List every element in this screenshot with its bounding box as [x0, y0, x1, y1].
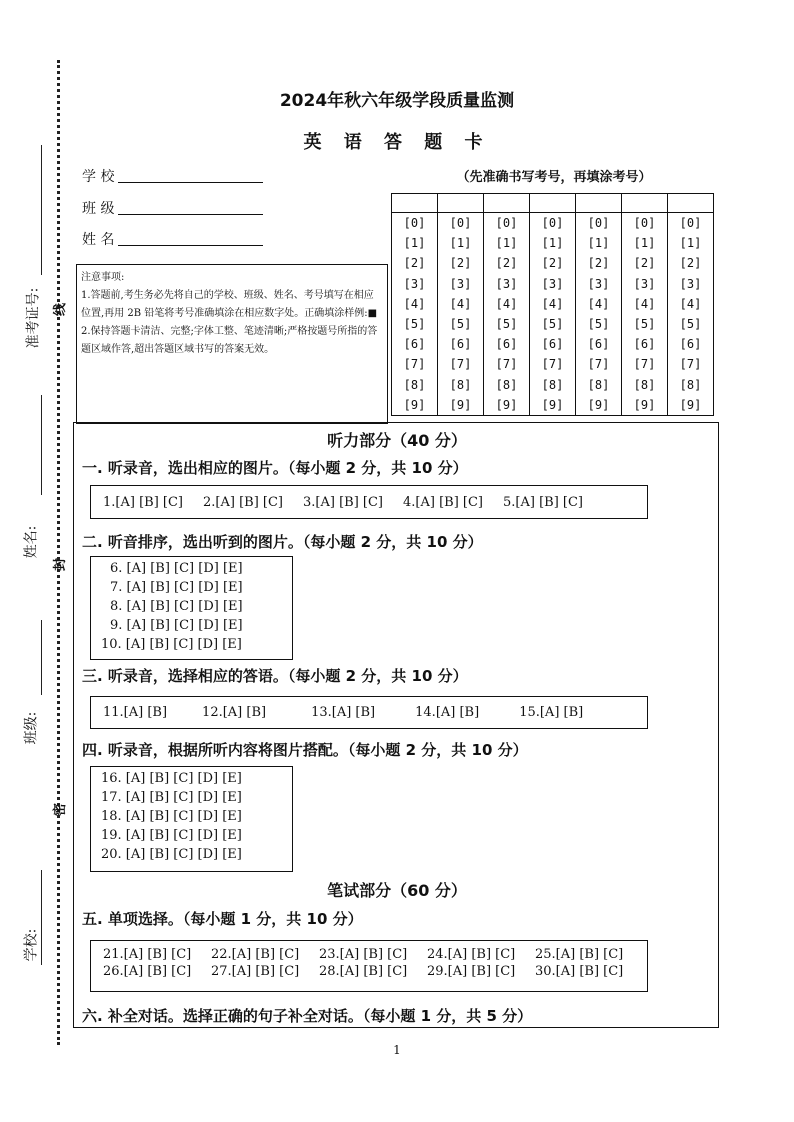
exam-digit-bubble[interactable]: [6]: [622, 334, 668, 354]
q5-item-22[interactable]: 22.[A] [B] [C]: [211, 947, 300, 962]
field-name-line[interactable]: [118, 231, 263, 246]
exam-digit-bubble[interactable]: [1]: [438, 233, 484, 253]
exam-digit-row: [392, 274, 714, 294]
exam-digit-row: [392, 233, 714, 253]
exam-digit-bubble[interactable]: [2]: [530, 253, 576, 273]
exam-digit-bubble[interactable]: [8]: [438, 375, 484, 395]
page-title: 2024年秋六年级学段质量监测: [279, 91, 515, 111]
q5-item-26[interactable]: 26.[A] [B] [C]: [103, 964, 192, 979]
exam-digit-bubble[interactable]: [5]: [622, 314, 668, 334]
notice-box: [76, 264, 388, 424]
exam-digit-bubble[interactable]: [2]: [576, 253, 622, 273]
exam-digit-bubble[interactable]: [6]: [484, 334, 530, 354]
exam-digit-bubble[interactable]: [8]: [484, 375, 530, 395]
q1-item-5[interactable]: 5.[A] [B] [C]: [503, 494, 583, 510]
exam-digit-bubble[interactable]: [6]: [438, 334, 484, 354]
exam-digit-row: [392, 294, 714, 314]
q2-item-10[interactable]: 10. [A] [B] [C] [D] [E]: [101, 637, 242, 652]
exam-digit-bubble[interactable]: [4]: [484, 294, 530, 314]
exam-digit-row: [392, 395, 714, 416]
exam-digit-row: [392, 334, 714, 354]
page-subtitle: 英 语 答 题 卡: [303, 132, 491, 153]
q2-item-9[interactable]: 9. [A] [B] [C] [D] [E]: [110, 618, 243, 633]
field-class-label: 班 级: [82, 201, 115, 217]
exam-digit-bubble[interactable]: [6]: [668, 334, 714, 354]
q6-title: 六. 补全对话。选择正确的句子补全对话。（每小题 1 分，共 5 分）: [82, 1007, 533, 1025]
q5-item-29[interactable]: 29.[A] [B] [C]: [427, 964, 516, 979]
q5-item-23[interactable]: 23.[A] [B] [C]: [319, 947, 408, 962]
field-name-label: 姓 名: [82, 232, 115, 248]
seal-char-secret: 密: [53, 802, 69, 817]
exam-digit-bubble[interactable]: [4]: [392, 294, 438, 314]
exam-digit-bubble[interactable]: [1]: [576, 233, 622, 253]
q4-title: 四. 听录音，根据所听内容将图片搭配。（每小题 2 分，共 10 分）: [82, 741, 528, 759]
field-school-label: 学 校: [82, 169, 115, 185]
exam-number-write-cell[interactable]: [668, 194, 714, 213]
q5-item-30[interactable]: 30.[A] [B] [C]: [535, 964, 624, 979]
exam-digit-bubble[interactable]: [7]: [622, 354, 668, 374]
exam-digit-row: [392, 213, 714, 234]
exam-digit-bubble[interactable]: [2]: [438, 253, 484, 273]
seal-char-line: 线: [53, 302, 69, 317]
exam-digit-bubble[interactable]: [6]: [576, 334, 622, 354]
exam-digit-bubble[interactable]: [0]: [438, 213, 484, 234]
exam-digit-bubble[interactable]: [4]: [576, 294, 622, 314]
exam-digit-bubble[interactable]: [0]: [392, 213, 438, 234]
exam-digit-bubble[interactable]: [3]: [576, 274, 622, 294]
exam-digit-row: [392, 354, 714, 374]
exam-digit-bubble[interactable]: [7]: [392, 354, 438, 374]
exam-number-write-cell[interactable]: [392, 194, 438, 213]
q5-row-2: [103, 964, 647, 979]
q3-item-12[interactable]: 12.[A] [B]: [202, 705, 267, 720]
notice-line-1: 1.答题前,考生务必先将自己的学校、班级、姓名、考号填写在相应位置,再用 2B 铅笔将考号准确填涂在相应数字处。正确填涂样例:■: [81, 290, 378, 319]
exam-digit-bubble[interactable]: [8]: [530, 375, 576, 395]
q2-title: 二. 听音排序，选出听到的图片。（每小题 2 分，共 10 分）: [82, 533, 483, 551]
exam-digit-bubble[interactable]: [9]: [484, 395, 530, 416]
writing-heading: 笔试部分（60 分）: [327, 881, 467, 900]
listening-heading: 听力部分（40 分）: [327, 431, 467, 450]
exam-digit-bubble[interactable]: [1]: [530, 233, 576, 253]
exam-digit-bubble[interactable]: [0]: [576, 213, 622, 234]
exam-digit-bubble[interactable]: [3]: [392, 274, 438, 294]
q4-item-16[interactable]: 16. [A] [B] [C] [D] [E]: [101, 771, 242, 786]
q3-item-14[interactable]: 14.[A] [B]: [415, 705, 480, 720]
q2-item-6[interactable]: 6. [A] [B] [C] [D] [E]: [110, 561, 243, 576]
exam-digit-bubble[interactable]: [9]: [438, 395, 484, 416]
q5-title: 五. 单项选择。（每小题 1 分，共 10 分）: [82, 910, 363, 928]
exam-digit-bubble[interactable]: [6]: [392, 334, 438, 354]
exam-digit-bubble[interactable]: [4]: [530, 294, 576, 314]
exam-digit-bubble[interactable]: [9]: [576, 395, 622, 416]
exam-digit-bubble[interactable]: [8]: [622, 375, 668, 395]
q1-item-1[interactable]: 1.[A] [B] [C]: [103, 494, 183, 510]
q4-item-17[interactable]: 17. [A] [B] [C] [D] [E]: [101, 790, 242, 805]
exam-number-write-cell[interactable]: [530, 194, 576, 213]
exam-digit-bubble[interactable]: [0]: [668, 213, 714, 234]
q1-title: 一. 听录音，选出相应的图片。（每小题 2 分，共 10 分）: [82, 459, 468, 477]
exam-digit-bubble[interactable]: [2]: [622, 253, 668, 273]
exam-digit-bubble[interactable]: [5]: [668, 314, 714, 334]
exam-digit-bubble[interactable]: [1]: [484, 233, 530, 253]
exam-digit-bubble[interactable]: [7]: [438, 354, 484, 374]
exam-digit-bubble[interactable]: [3]: [668, 274, 714, 294]
exam-digit-bubble[interactable]: [2]: [392, 253, 438, 273]
exam-digit-bubble[interactable]: [8]: [668, 375, 714, 395]
exam-digit-bubble[interactable]: [3]: [530, 274, 576, 294]
binding-label-exam-no: 准考证号:: [25, 287, 42, 349]
exam-digit-bubble[interactable]: [6]: [530, 334, 576, 354]
field-school-line[interactable]: [118, 168, 263, 183]
q1-item-2[interactable]: 2.[A] [B] [C]: [203, 494, 283, 510]
q1-answer-box: [90, 485, 648, 519]
exam-digit-bubble[interactable]: [3]: [484, 274, 530, 294]
q2-item-8[interactable]: 8. [A] [B] [C] [D] [E]: [110, 599, 243, 614]
q3-answer-box: [90, 696, 648, 729]
exam-digit-row: [392, 375, 714, 395]
exam-number-write-cell[interactable]: [438, 194, 484, 213]
q5-item-21[interactable]: 21.[A] [B] [C]: [103, 947, 192, 962]
field-class-line[interactable]: [118, 200, 263, 215]
q1-item-4[interactable]: 4.[A] [B] [C]: [403, 494, 483, 510]
exam-digit-bubble[interactable]: [9]: [530, 395, 576, 416]
q5-answer-box: [90, 940, 648, 992]
exam-digit-bubble[interactable]: [4]: [438, 294, 484, 314]
q5-item-25[interactable]: 25.[A] [B] [C]: [535, 947, 624, 962]
q5-item-24[interactable]: 24.[A] [B] [C]: [427, 947, 516, 962]
q4-item-19[interactable]: 19. [A] [B] [C] [D] [E]: [101, 828, 242, 843]
field-school: [82, 166, 263, 186]
exam-number-grid: [391, 193, 714, 416]
page-number: 1: [393, 1043, 401, 1057]
exam-digit-bubble[interactable]: [5]: [576, 314, 622, 334]
exam-number-write-cell[interactable]: [622, 194, 668, 213]
exam-number-write-cell[interactable]: [576, 194, 622, 213]
binding-label-name: 姓名:: [23, 525, 40, 559]
exam-digit-bubble[interactable]: [0]: [622, 213, 668, 234]
binding-label-class: 班级:: [23, 711, 40, 745]
exam-digit-bubble[interactable]: [0]: [484, 213, 530, 234]
exam-digit-bubble[interactable]: [5]: [438, 314, 484, 334]
exam-digit-bubble[interactable]: [5]: [392, 314, 438, 334]
exam-digit-bubble[interactable]: [4]: [668, 294, 714, 314]
q4-item-18[interactable]: 18. [A] [B] [C] [D] [E]: [101, 809, 242, 824]
exam-digit-bubble[interactable]: [3]: [438, 274, 484, 294]
field-class: [82, 198, 263, 218]
q1-item-3[interactable]: 3.[A] [B] [C]: [303, 494, 383, 510]
exam-digit-bubble[interactable]: [0]: [530, 213, 576, 234]
exam-digit-bubble[interactable]: [7]: [530, 354, 576, 374]
exam-digit-bubble[interactable]: [2]: [484, 253, 530, 273]
exam-digit-bubble[interactable]: [7]: [484, 354, 530, 374]
exam-digit-bubble[interactable]: [4]: [622, 294, 668, 314]
exam-digit-bubble[interactable]: [7]: [576, 354, 622, 374]
seal-char-seal: 封: [53, 557, 69, 572]
exam-digit-bubble[interactable]: [5]: [530, 314, 576, 334]
exam-digit-row: [392, 314, 714, 334]
field-name: [82, 229, 263, 249]
notice-title: 注意事项:: [81, 272, 125, 283]
exam-digit-bubble[interactable]: [2]: [668, 253, 714, 273]
binding-underline-class: [41, 620, 42, 695]
exam-digit-bubble[interactable]: [9]: [622, 395, 668, 416]
q3-item-11[interactable]: 11.[A] [B]: [103, 705, 168, 720]
exam-digit-bubble[interactable]: [3]: [622, 274, 668, 294]
exam-digit-bubble[interactable]: [1]: [622, 233, 668, 253]
binding-underline-exam-no: [41, 145, 42, 275]
q5-item-28[interactable]: 28.[A] [B] [C]: [319, 964, 408, 979]
exam-digit-bubble[interactable]: [1]: [392, 233, 438, 253]
exam-number-write-cell[interactable]: [484, 194, 530, 213]
q3-item-13[interactable]: 13.[A] [B]: [311, 705, 376, 720]
exam-digit-row: [392, 253, 714, 273]
exam-digit-bubble[interactable]: [8]: [392, 375, 438, 395]
q3-item-15[interactable]: 15.[A] [B]: [519, 705, 584, 720]
exam-digit-bubble[interactable]: [9]: [668, 395, 714, 416]
q5-row-1: [103, 947, 647, 962]
binding-label-school: 学校:: [23, 928, 40, 962]
exam-number-hint: （先准确书写考号，再填涂考号）: [456, 170, 652, 185]
exam-digit-bubble[interactable]: [5]: [484, 314, 530, 334]
notice-line-2: 2.保持答题卡清洁、完整;字体工整、笔迹清晰;严格按题号所指的答题区域作答,超出答题区域书写的答案无效。: [81, 326, 378, 355]
exam-digit-bubble[interactable]: [7]: [668, 354, 714, 374]
q5-item-27[interactable]: 27.[A] [B] [C]: [211, 964, 300, 979]
exam-digit-bubble[interactable]: [9]: [392, 395, 438, 416]
q4-item-20[interactable]: 20. [A] [B] [C] [D] [E]: [101, 847, 242, 862]
q3-title: 三. 听录音，选择相应的答语。（每小题 2 分，共 10 分）: [82, 667, 468, 685]
exam-digit-bubble[interactable]: [8]: [576, 375, 622, 395]
q2-item-7[interactable]: 7. [A] [B] [C] [D] [E]: [110, 580, 243, 595]
q2-answer-box: [90, 556, 293, 660]
exam-digit-bubble[interactable]: [1]: [668, 233, 714, 253]
q4-answer-box: [90, 766, 293, 872]
